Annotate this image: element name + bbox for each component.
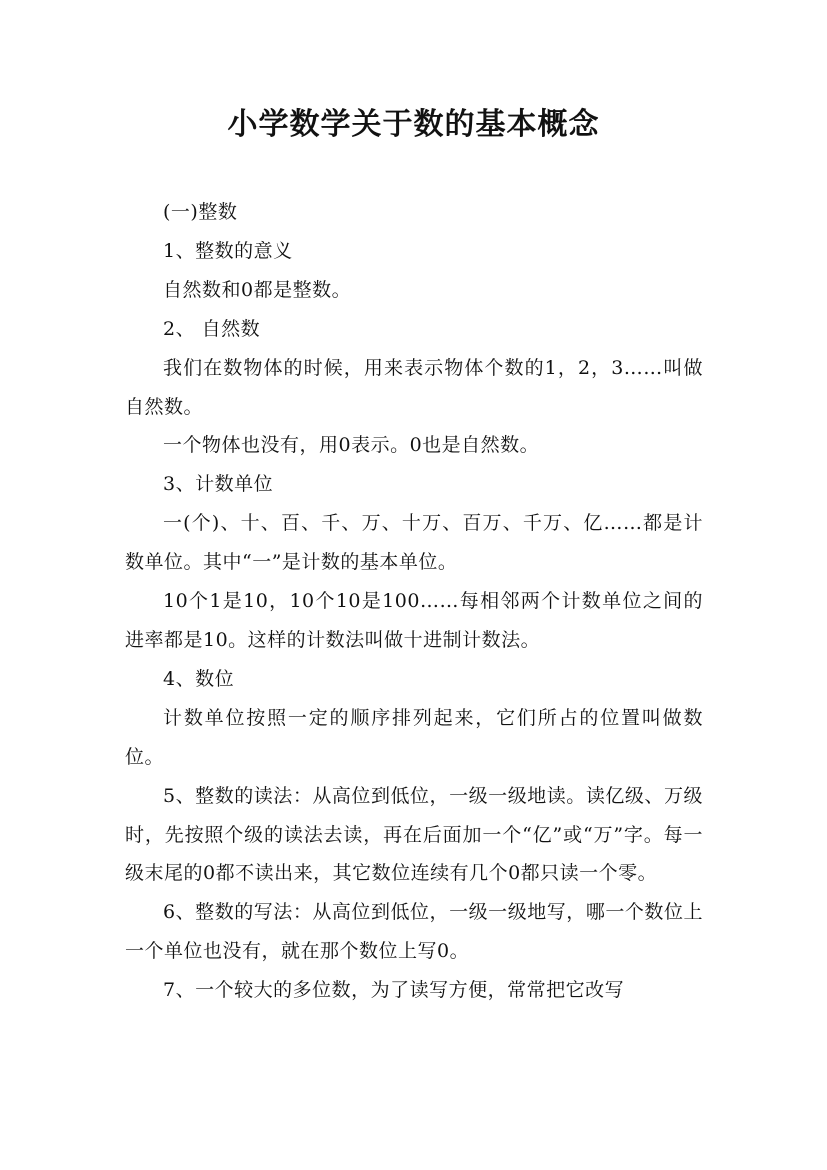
- document-body: [125, 193, 703, 1010]
- paragraph: 一(个)、十、百、千、万、十万、百万、千万、亿……都是计数单位。其中“一”是计数的基本单位。: [125, 512, 703, 574]
- section-heading-integers: (一)整数: [163, 201, 238, 223]
- subheading-counting-units: 3、计数单位: [163, 473, 274, 496]
- paragraph: 10个1是10，10个10是100……每相邻两个计数单位之间的进率都是10。这样的计数法叫做十进制计数法。: [125, 590, 703, 651]
- paragraph: 7、一个较大的多位数，为了读写方便，常常把它改写: [163, 979, 625, 1002]
- paragraph: 6、整数的写法：从高位到低位，一级一级地写，哪一个数位上一个单位也没有，就在那个数位上写0。: [125, 901, 703, 963]
- paragraph: 计数单位按照一定的顺序排列起来，它们所占的位置叫做数位。: [125, 706, 703, 768]
- subheading-integer-meaning: 1、整数的意义: [163, 239, 293, 262]
- paragraph: 我们在数物体的时候，用来表示物体个数的1，2，3……叫做自然数。: [125, 356, 703, 418]
- paragraph: 5、整数的读法：从高位到低位，一级一级地读。读亿级、万级时，先按照个级的读法去读，再在后面加一个“亿”或“万”字。每一级末尾的0都不读出来，其它数位连续有几个0都只读一个零。: [125, 784, 703, 885]
- subheading-natural-numbers: 2、 自然数: [163, 317, 261, 340]
- document-title: 小学数学关于数的基本概念: [227, 107, 600, 142]
- paragraph: 一个物体也没有，用0表示。0也是自然数。: [163, 434, 540, 457]
- subheading-digit-place: 4、数位: [163, 667, 235, 690]
- paragraph: 自然数和0都是整数。: [163, 278, 352, 301]
